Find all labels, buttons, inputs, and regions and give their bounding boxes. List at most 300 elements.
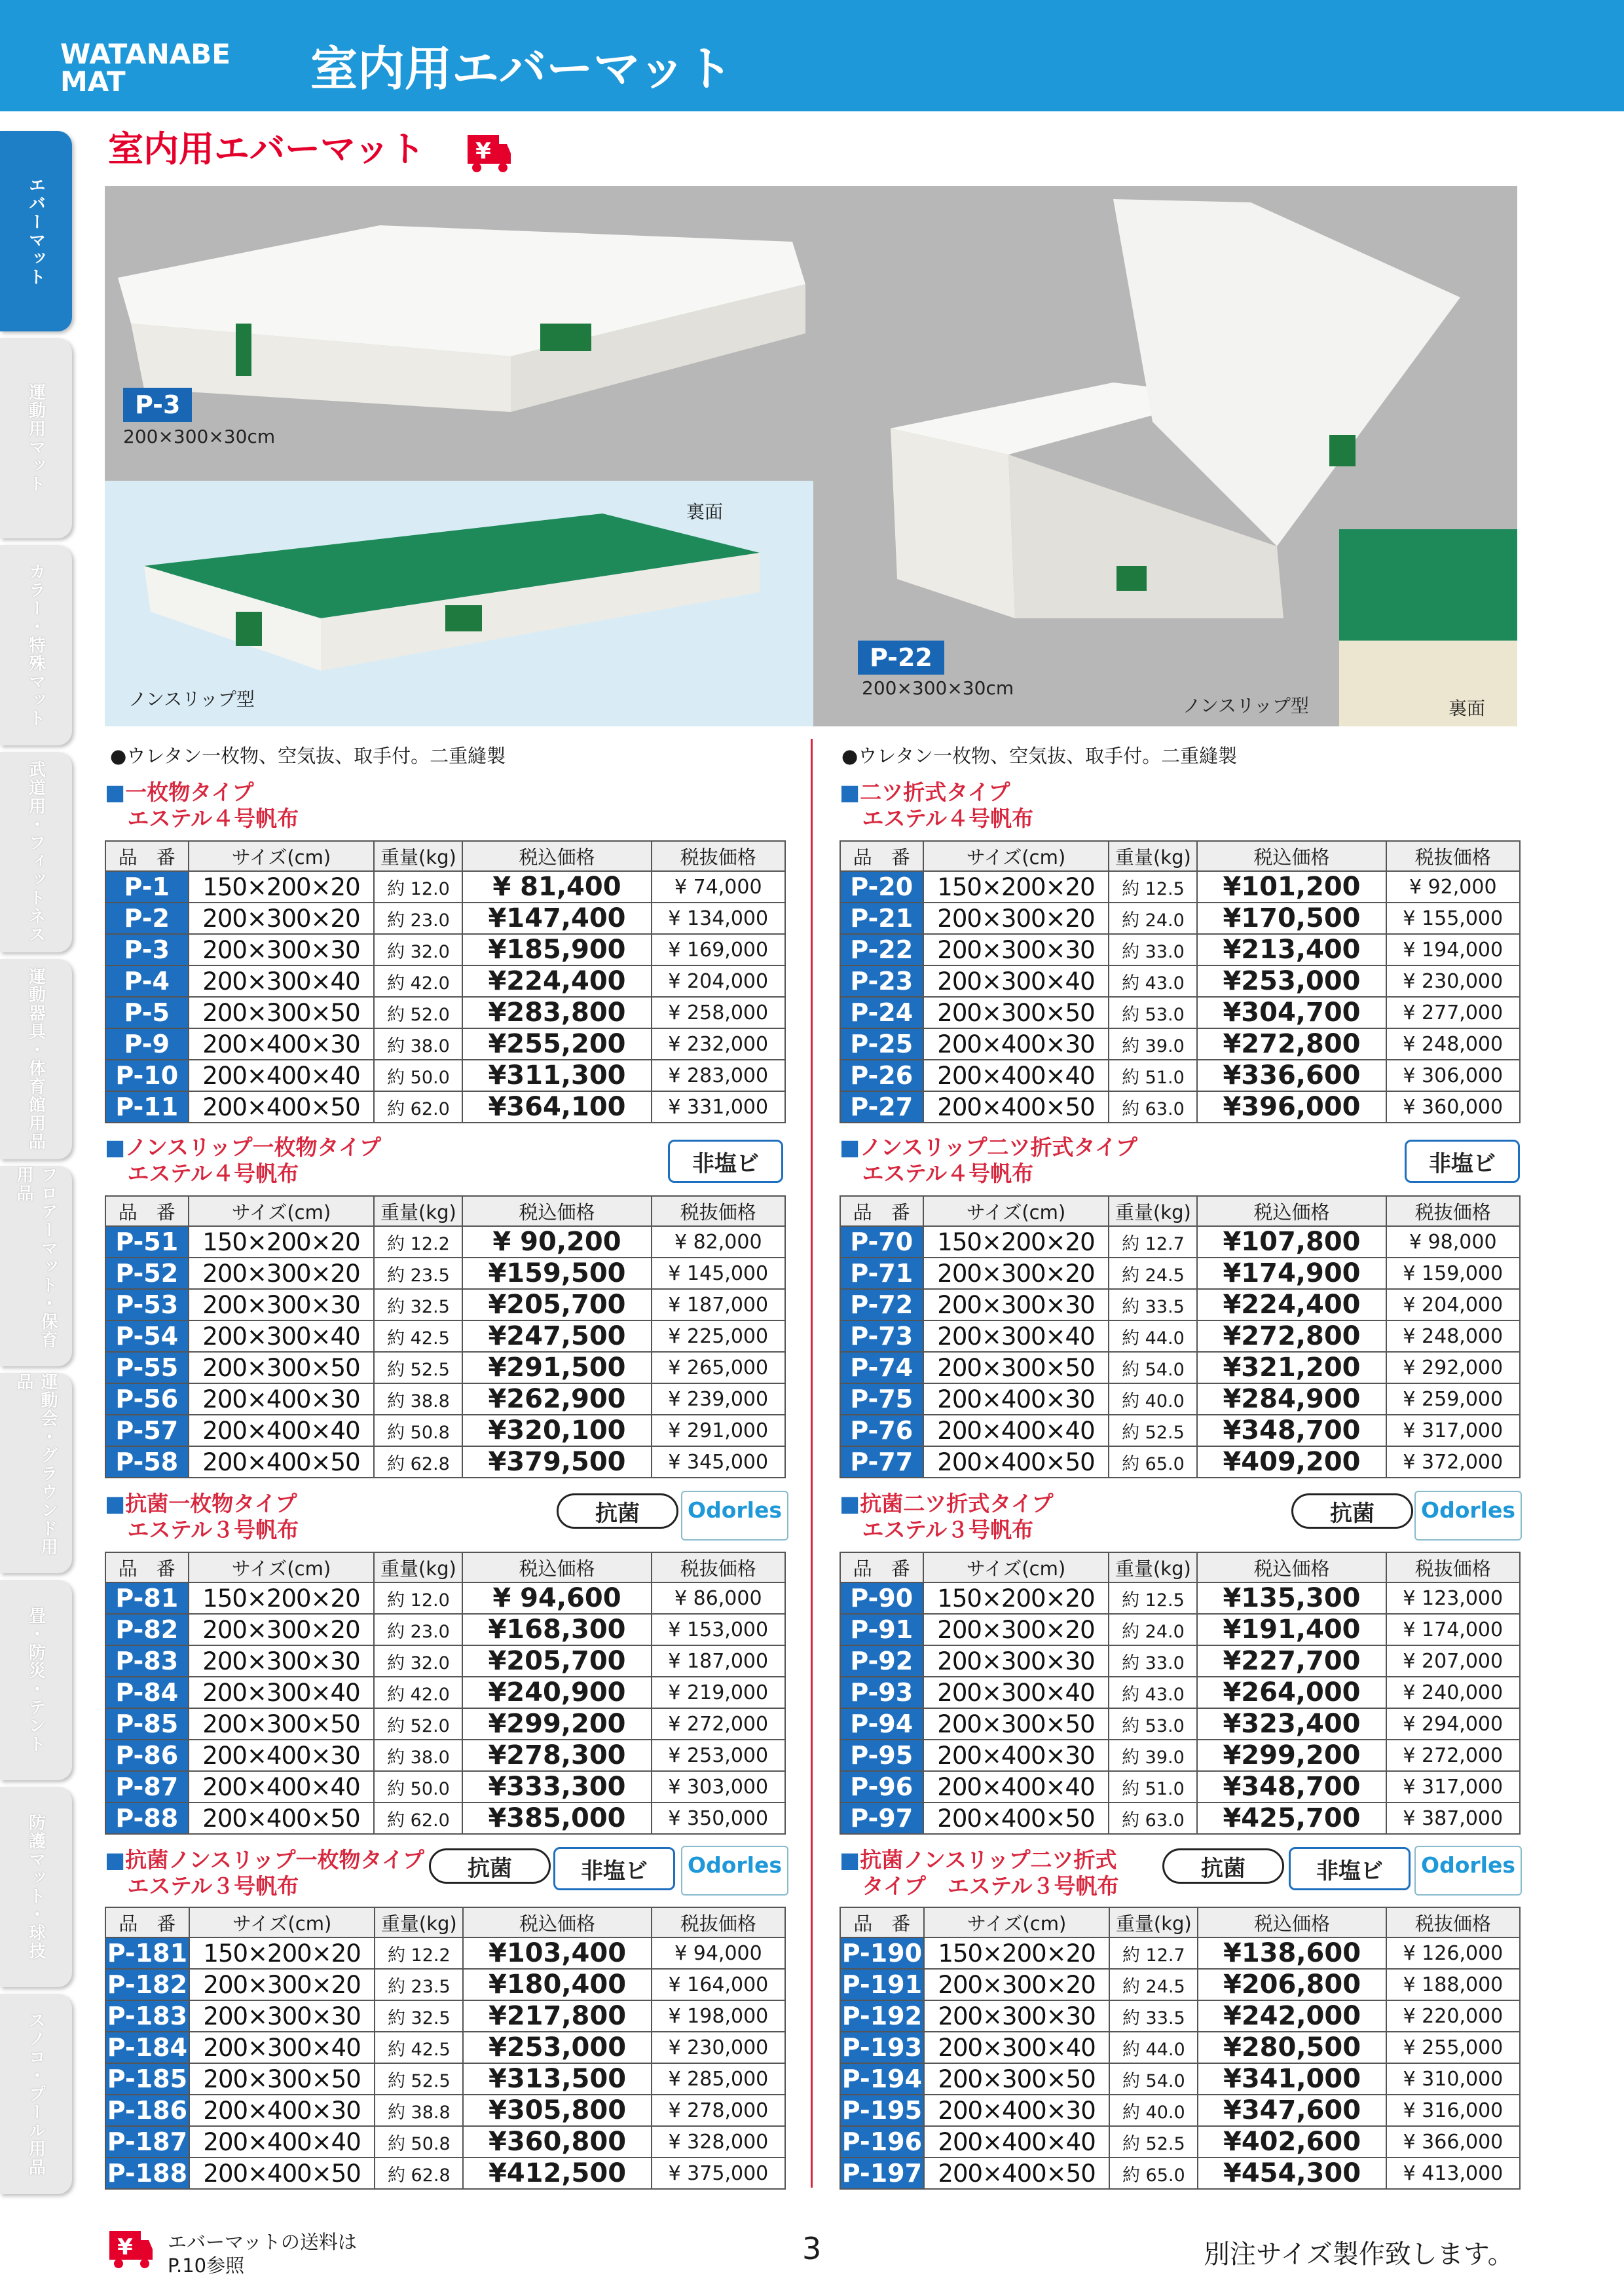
weight-cell: 約 51.0: [1109, 1771, 1197, 1803]
price-excl-tax: ¥ 375,000: [652, 2158, 785, 2189]
size-cell: 200×300×30: [923, 934, 1109, 965]
price-excl-tax: ¥ 345,000: [652, 1446, 785, 1478]
price-incl-tax: ¥205,700: [462, 1645, 651, 1677]
price-incl-tax: ¥135,300: [1197, 1582, 1386, 1614]
column-header: 品 番: [840, 841, 923, 871]
p22-badge: P-22: [858, 641, 944, 675]
size-cell: 200×400×50: [923, 1803, 1109, 1834]
weight-cell: 約 23.5: [374, 1258, 462, 1289]
size-cell: 200×400×30: [924, 2095, 1110, 2126]
table-row: [105, 1226, 785, 1258]
table-row: [840, 1937, 1520, 1969]
price-excl-tax: ¥ 92,000: [1386, 871, 1520, 903]
price-incl-tax: ¥396,000: [1197, 1091, 1386, 1123]
price-excl-tax: ¥ 259,000: [1386, 1383, 1520, 1415]
product-code: P-196: [840, 2126, 924, 2158]
price-table: [105, 1552, 786, 1835]
weight-cell: 約 40.0: [1109, 2095, 1198, 2126]
size-cell: 200×400×30: [189, 1028, 375, 1060]
product-code: P-52: [105, 1258, 189, 1289]
product-code: P-22: [840, 934, 923, 965]
weight-cell: 約 52.5: [1109, 1415, 1197, 1446]
product-code: P-184: [105, 2032, 189, 2063]
price-excl-tax: ¥ 253,000: [652, 1740, 785, 1771]
product-code: P-20: [840, 871, 923, 903]
table-row: [840, 1289, 1520, 1320]
size-cell: 200×400×30: [189, 1740, 375, 1771]
price-excl-tax: ¥ 232,000: [652, 1028, 785, 1060]
weight-cell: 約 33.0: [1109, 934, 1197, 965]
price-excl-tax: ¥ 291,000: [652, 1415, 785, 1446]
price-excl-tax: ¥ 134,000: [652, 903, 785, 934]
size-cell: 200×400×40: [923, 1415, 1109, 1446]
size-cell: 200×400×40: [189, 2126, 375, 2158]
weight-cell: 約 32.0: [374, 934, 462, 965]
size-cell: 200×400×50: [189, 1091, 375, 1123]
size-cell: 200×300×50: [923, 1352, 1109, 1383]
product-code: P-27: [840, 1091, 923, 1123]
table-header-row: [840, 841, 1520, 871]
table-row: [105, 903, 785, 934]
weight-cell: 約 52.0: [374, 1708, 462, 1740]
weight-cell: 約 52.0: [374, 997, 462, 1028]
weight-cell: 約 42.5: [375, 2032, 463, 2063]
price-excl-tax: ¥ 82,000: [652, 1226, 785, 1258]
weight-cell: 約 33.0: [1109, 1645, 1197, 1677]
price-excl-tax: ¥ 86,000: [652, 1582, 785, 1614]
price-table: [840, 840, 1521, 1123]
price-incl-tax: ¥264,000: [1197, 1677, 1386, 1708]
column-header: 税込価格: [462, 1552, 651, 1582]
price-excl-tax: ¥ 265,000: [652, 1352, 785, 1383]
weight-cell: 約 62.0: [374, 1091, 462, 1123]
sidebar-item-ground[interactable]: 運動会・グラウンド用品: [0, 1373, 72, 1573]
column-header: 重量(kg): [1109, 841, 1197, 871]
table-row: [840, 965, 1520, 997]
size-cell: 200×400×40: [189, 1415, 375, 1446]
table-row: [105, 997, 785, 1028]
product-code: P-87: [105, 1771, 189, 1803]
price-table: [105, 1907, 786, 2190]
product-code: P-186: [105, 2095, 189, 2126]
weight-cell: 約 38.8: [374, 1383, 462, 1415]
price-excl-tax: ¥ 145,000: [652, 1258, 785, 1289]
table-row: [105, 965, 785, 997]
product-code: P-55: [105, 1352, 189, 1383]
column-header: 税込価格: [462, 841, 651, 871]
size-cell: 150×200×20: [189, 871, 375, 903]
price-excl-tax: ¥ 153,000: [652, 1614, 785, 1645]
price-incl-tax: ¥240,900: [462, 1677, 651, 1708]
price-excl-tax: ¥ 278,000: [652, 2095, 785, 2126]
size-cell: 150×200×20: [189, 1226, 375, 1258]
table-row: [105, 1708, 785, 1740]
non-pvc-tag: 非塩ビ: [553, 1847, 675, 1890]
price-excl-tax: ¥ 306,000: [1386, 1060, 1520, 1091]
product-code: P-83: [105, 1645, 189, 1677]
table-row: [105, 2095, 785, 2126]
product-code: P-86: [105, 1740, 189, 1771]
price-excl-tax: ¥ 194,000: [1386, 934, 1520, 965]
weight-cell: 約 42.5: [374, 1320, 462, 1352]
weight-cell: 約 23.0: [374, 1614, 462, 1645]
table-row: [840, 1645, 1520, 1677]
price-excl-tax: ¥ 303,000: [652, 1771, 785, 1803]
price-excl-tax: ¥ 413,000: [1386, 2158, 1520, 2189]
nonslip-caption-left: ノンスリップ型: [128, 688, 255, 710]
weight-cell: 約 24.5: [1109, 1258, 1197, 1289]
product-code: P-183: [105, 2000, 189, 2032]
price-excl-tax: ¥ 159,000: [1386, 1258, 1520, 1289]
table-row: [840, 934, 1520, 965]
sidebar-item-equipment[interactable]: 運動器具・体育館用品: [0, 959, 72, 1159]
table-row: [105, 1582, 785, 1614]
mat-p22-side: [891, 428, 1015, 618]
price-incl-tax: ¥224,400: [462, 965, 651, 997]
sub-title-left-2: ■抗菌一枚物タイプ エステル３号帆布: [105, 1491, 299, 1542]
weight-cell: 約 12.7: [1109, 1937, 1198, 1969]
column-header: 税込価格: [1198, 1907, 1386, 1937]
size-cell: 150×200×20: [923, 1582, 1109, 1614]
weight-cell: 約 53.0: [1109, 1708, 1197, 1740]
sidebar-item-color-mat[interactable]: カラー・特殊マット: [0, 545, 72, 745]
column-header: 重量(kg): [374, 841, 462, 871]
reverse-swatch: [1339, 641, 1517, 726]
non-pvc-tag: 非塩ビ: [1405, 1140, 1520, 1183]
table-row: [105, 1677, 785, 1708]
product-photos: [105, 186, 1517, 726]
column-header: 品 番: [840, 1907, 924, 1937]
weight-cell: 約 12.7: [1109, 1226, 1197, 1258]
custom-size-note: 別注サイズ製作致します。: [1204, 2239, 1514, 2270]
weight-cell: 約 12.2: [375, 1937, 463, 1969]
price-incl-tax: ¥284,900: [1197, 1383, 1386, 1415]
size-cell: 200×400×50: [923, 1091, 1109, 1123]
price-excl-tax: ¥ 123,000: [1386, 1582, 1520, 1614]
price-excl-tax: ¥ 174,000: [1386, 1614, 1520, 1645]
price-excl-tax: ¥ 248,000: [1386, 1320, 1520, 1352]
table-header-row: [840, 1552, 1520, 1582]
price-incl-tax: ¥138,600: [1198, 1937, 1386, 1969]
table-header-row: [105, 1907, 785, 1937]
table-row: [840, 2126, 1520, 2158]
size-cell: 200×300×40: [923, 1677, 1109, 1708]
price-incl-tax: ¥103,400: [463, 1937, 652, 1969]
price-table: [840, 1907, 1521, 2190]
sidebar-item-evermat[interactable]: エバーマット: [0, 131, 72, 331]
handle-icon: [236, 324, 251, 376]
size-cell: 200×400×50: [924, 2158, 1110, 2189]
price-excl-tax: ¥ 230,000: [652, 2032, 785, 2063]
weight-cell: 約 50.8: [375, 2126, 463, 2158]
size-cell: 200×400×40: [924, 2126, 1110, 2158]
price-excl-tax: ¥ 331,000: [652, 1091, 785, 1123]
size-cell: 200×300×50: [189, 1352, 375, 1383]
p3-size-caption: 200×300×30cm: [123, 426, 276, 447]
product-code: P-94: [840, 1708, 923, 1740]
size-cell: 200×300×30: [189, 1289, 375, 1320]
price-incl-tax: ¥280,500: [1198, 2032, 1386, 2063]
price-incl-tax: ¥341,000: [1198, 2063, 1386, 2095]
product-code: P-58: [105, 1446, 189, 1478]
price-incl-tax: ¥253,000: [1197, 965, 1386, 997]
price-incl-tax: ¥242,000: [1198, 2000, 1386, 2032]
product-code: P-192: [840, 2000, 924, 2032]
size-cell: 200×300×30: [189, 1645, 375, 1677]
sub-title-right-0: ■二ツ折式タイプ エステル４号帆布: [840, 779, 1034, 831]
table-row: [105, 934, 785, 965]
product-code: P-88: [105, 1803, 189, 1834]
weight-cell: 約 54.0: [1109, 1352, 1197, 1383]
weight-cell: 約 52.5: [1109, 2126, 1198, 2158]
price-excl-tax: ¥ 239,000: [652, 1383, 785, 1415]
column-header: 税込価格: [463, 1907, 652, 1937]
size-cell: 200×400×40: [923, 1060, 1109, 1091]
size-cell: 200×400×30: [189, 1383, 375, 1415]
price-excl-tax: ¥ 225,000: [652, 1320, 785, 1352]
size-cell: 200×300×50: [189, 997, 375, 1028]
price-incl-tax: ¥101,200: [1197, 871, 1386, 903]
table-row: [105, 1415, 785, 1446]
price-incl-tax: ¥409,200: [1197, 1446, 1386, 1478]
price-incl-tax: ¥360,800: [463, 2126, 652, 2158]
size-cell: 200×400×30: [923, 1740, 1109, 1771]
table-row: [840, 2095, 1520, 2126]
column-header: 重量(kg): [375, 1907, 463, 1937]
price-excl-tax: ¥ 317,000: [1386, 1771, 1520, 1803]
product-code: P-191: [840, 1969, 924, 2000]
sidebar-item-guard[interactable]: 防護マット・球技: [0, 1787, 72, 1987]
price-excl-tax: ¥ 220,000: [1386, 2000, 1520, 2032]
price-incl-tax: ¥412,500: [463, 2158, 652, 2189]
price-incl-tax: ¥217,800: [463, 2000, 652, 2032]
price-excl-tax: ¥ 255,000: [1386, 2032, 1520, 2063]
price-incl-tax: ¥385,000: [462, 1803, 651, 1834]
column-header: 税込価格: [1197, 1196, 1386, 1226]
product-code: P-93: [840, 1677, 923, 1708]
price-incl-tax: ¥168,300: [462, 1614, 651, 1645]
table-row: [105, 1740, 785, 1771]
price-excl-tax: ¥ 230,000: [1386, 965, 1520, 997]
price-excl-tax: ¥ 328,000: [652, 2126, 785, 2158]
sub-title-right-2: ■抗菌二ツ折式タイプ エステル３号帆布: [840, 1491, 1054, 1542]
page-header: [0, 0, 1624, 111]
column-header: 重量(kg): [1109, 1196, 1197, 1226]
price-excl-tax: ¥ 240,000: [1386, 1677, 1520, 1708]
product-code: P-91: [840, 1614, 923, 1645]
shipping-truck-icon: [466, 130, 512, 176]
product-code: P-197: [840, 2158, 924, 2189]
weight-cell: 約 51.0: [1109, 1060, 1197, 1091]
weight-cell: 約 42.0: [374, 965, 462, 997]
weight-cell: 約 52.5: [374, 1352, 462, 1383]
p3-badge: P-3: [123, 388, 192, 422]
price-incl-tax: ¥ 90,200: [462, 1226, 651, 1258]
size-cell: 200×400×30: [923, 1383, 1109, 1415]
product-code: P-74: [840, 1352, 923, 1383]
price-incl-tax: ¥299,200: [1197, 1740, 1386, 1771]
weight-cell: 約 38.0: [374, 1028, 462, 1060]
table-row: [840, 997, 1520, 1028]
table-row: [105, 1614, 785, 1645]
size-cell: 200×300×50: [924, 2063, 1110, 2095]
page-title: 室内用エバーマット: [310, 41, 733, 96]
table-row: [840, 2158, 1520, 2189]
price-incl-tax: ¥348,700: [1197, 1771, 1386, 1803]
column-header: 税抜価格: [652, 841, 785, 871]
weight-cell: 約 12.5: [1109, 871, 1197, 903]
handle-icon: [445, 605, 482, 631]
sidebar-item-floor[interactable]: フロアーマット・保育用品: [0, 1166, 72, 1366]
price-incl-tax: ¥262,900: [462, 1383, 651, 1415]
weight-cell: 約 39.0: [1109, 1740, 1197, 1771]
price-incl-tax: ¥313,500: [463, 2063, 652, 2095]
table-row: [105, 1937, 785, 1969]
product-code: P-190: [840, 1937, 924, 1969]
size-cell: 200×300×50: [189, 2063, 375, 2095]
table-row: [840, 1708, 1520, 1740]
price-incl-tax: ¥347,600: [1198, 2095, 1386, 2126]
price-incl-tax: ¥402,600: [1198, 2126, 1386, 2158]
price-incl-tax: ¥278,300: [462, 1740, 651, 1771]
sidebar-item-sunoko[interactable]: スノコ・プール用品: [0, 1994, 72, 2194]
shipping-note: エバーマットの送料は P.10参照: [168, 2231, 357, 2277]
column-header: 品 番: [105, 1907, 189, 1937]
column-header: 品 番: [105, 1552, 189, 1582]
column-header: サイズ(cm): [189, 841, 375, 871]
svg-text:¥: ¥: [117, 2234, 133, 2260]
table-row: [105, 2032, 785, 2063]
weight-cell: 約 39.0: [1109, 1028, 1197, 1060]
price-excl-tax: ¥ 187,000: [652, 1645, 785, 1677]
sidebar-item-budo[interactable]: 武道用・フィットネス: [0, 752, 72, 952]
weight-cell: 約 62.8: [374, 1446, 462, 1478]
sidebar-item-tatami[interactable]: 畳・防災・テント: [0, 1580, 72, 1780]
price-incl-tax: ¥213,400: [1197, 934, 1386, 965]
size-cell: 200×300×20: [923, 1614, 1109, 1645]
size-cell: 200×300×40: [189, 2032, 375, 2063]
weight-cell: 約 33.5: [1109, 1289, 1197, 1320]
weight-cell: 約 40.0: [1109, 1383, 1197, 1415]
feature-bullet-right: ●ウレタン一枚物、空気抜、取手付。二重縫製: [841, 745, 1238, 767]
table-row: [840, 1582, 1520, 1614]
size-cell: 200×300×20: [189, 903, 375, 934]
weight-cell: 約 52.5: [375, 2063, 463, 2095]
table-row: [840, 1320, 1520, 1352]
column-header: 税抜価格: [1386, 1907, 1520, 1937]
non-pvc-tag: 非塩ビ: [1289, 1847, 1411, 1890]
table-row: [840, 1803, 1520, 1834]
table-row: [105, 1803, 785, 1834]
size-cell: 200×300×30: [923, 1645, 1109, 1677]
price-incl-tax: ¥191,400: [1197, 1614, 1386, 1645]
size-cell: 200×300×40: [923, 965, 1109, 997]
table-row: [105, 1091, 785, 1123]
weight-cell: 約 23.5: [375, 1969, 463, 2000]
weight-cell: 約 50.8: [374, 1415, 462, 1446]
price-excl-tax: ¥ 155,000: [1386, 903, 1520, 934]
product-code: P-23: [840, 965, 923, 997]
table-row: [105, 1446, 785, 1478]
table-header-row: [105, 1552, 785, 1582]
table-row: [840, 2063, 1520, 2095]
antibac-tag: 抗菌: [1162, 1848, 1284, 1884]
product-code: P-5: [105, 997, 189, 1028]
column-header: サイズ(cm): [923, 841, 1109, 871]
price-excl-tax: ¥ 126,000: [1386, 1937, 1520, 1969]
sub-title-left-3: ■抗菌ノンスリップ一枚物タイプ エステル３号帆布: [105, 1847, 424, 1899]
table-row: [105, 1060, 785, 1091]
table-row: [105, 1383, 785, 1415]
odorles-logo: Odorles: [681, 1491, 788, 1541]
weight-cell: 約 24.5: [1109, 1969, 1198, 2000]
weight-cell: 約 53.0: [1109, 997, 1197, 1028]
size-cell: 200×300×30: [189, 2000, 375, 2032]
table-header-row: [840, 1196, 1520, 1226]
table-row: [840, 1352, 1520, 1383]
column-header: 税抜価格: [652, 1196, 785, 1226]
sub-title-left-1: ■ノンスリップ一枚物タイプ エステル４号帆布: [105, 1134, 381, 1186]
price-incl-tax: ¥ 94,600: [462, 1582, 651, 1614]
table-row: [840, 1091, 1520, 1123]
price-incl-tax: ¥364,100: [462, 1091, 651, 1123]
price-table: [840, 1552, 1521, 1835]
product-code: P-85: [105, 1708, 189, 1740]
table-header-row: [840, 1907, 1520, 1937]
column-header: 重量(kg): [1109, 1552, 1197, 1582]
product-code: P-51: [105, 1226, 189, 1258]
product-code: P-26: [840, 1060, 923, 1091]
sidebar-item-sport-mat[interactable]: 運動用マット: [0, 338, 72, 538]
weight-cell: 約 24.0: [1109, 903, 1197, 934]
price-incl-tax: ¥224,400: [1197, 1289, 1386, 1320]
column-header: 重量(kg): [374, 1196, 462, 1226]
table-row: [105, 1969, 785, 2000]
svg-text:¥: ¥: [475, 138, 491, 164]
price-excl-tax: ¥ 292,000: [1386, 1352, 1520, 1383]
size-cell: 150×200×20: [189, 1937, 375, 1969]
weight-cell: 約 32.5: [374, 1289, 462, 1320]
sub-title-left-0: ■一枚物タイプ エステル４号帆布: [105, 779, 299, 831]
weight-cell: 約 42.0: [374, 1677, 462, 1708]
price-excl-tax: ¥ 204,000: [1386, 1289, 1520, 1320]
price-excl-tax: ¥ 258,000: [652, 997, 785, 1028]
column-header: サイズ(cm): [923, 1196, 1109, 1226]
weight-cell: 約 33.5: [1109, 2000, 1198, 2032]
size-cell: 200×300×40: [189, 965, 375, 997]
price-table: [105, 840, 786, 1123]
price-excl-tax: ¥ 372,000: [1386, 1446, 1520, 1478]
size-cell: 200×300×30: [923, 1289, 1109, 1320]
product-code: P-194: [840, 2063, 924, 2095]
product-code: P-188: [105, 2158, 189, 2189]
weight-cell: 約 44.0: [1109, 2032, 1198, 2063]
column-header: 税抜価格: [652, 1552, 785, 1582]
column-header: 税込価格: [462, 1196, 651, 1226]
table-row: [105, 1258, 785, 1289]
size-cell: 200×300×50: [923, 997, 1109, 1028]
column-header: 品 番: [840, 1196, 923, 1226]
price-excl-tax: ¥ 350,000: [652, 1803, 785, 1834]
column-header: 重量(kg): [1109, 1907, 1198, 1937]
price-excl-tax: ¥ 316,000: [1386, 2095, 1520, 2126]
product-code: P-56: [105, 1383, 189, 1415]
price-excl-tax: ¥ 283,000: [652, 1060, 785, 1091]
weight-cell: 約 43.0: [1109, 965, 1197, 997]
brand-line2: MAT: [60, 65, 126, 98]
price-incl-tax: ¥304,700: [1197, 997, 1386, 1028]
weight-cell: 約 12.0: [374, 871, 462, 903]
